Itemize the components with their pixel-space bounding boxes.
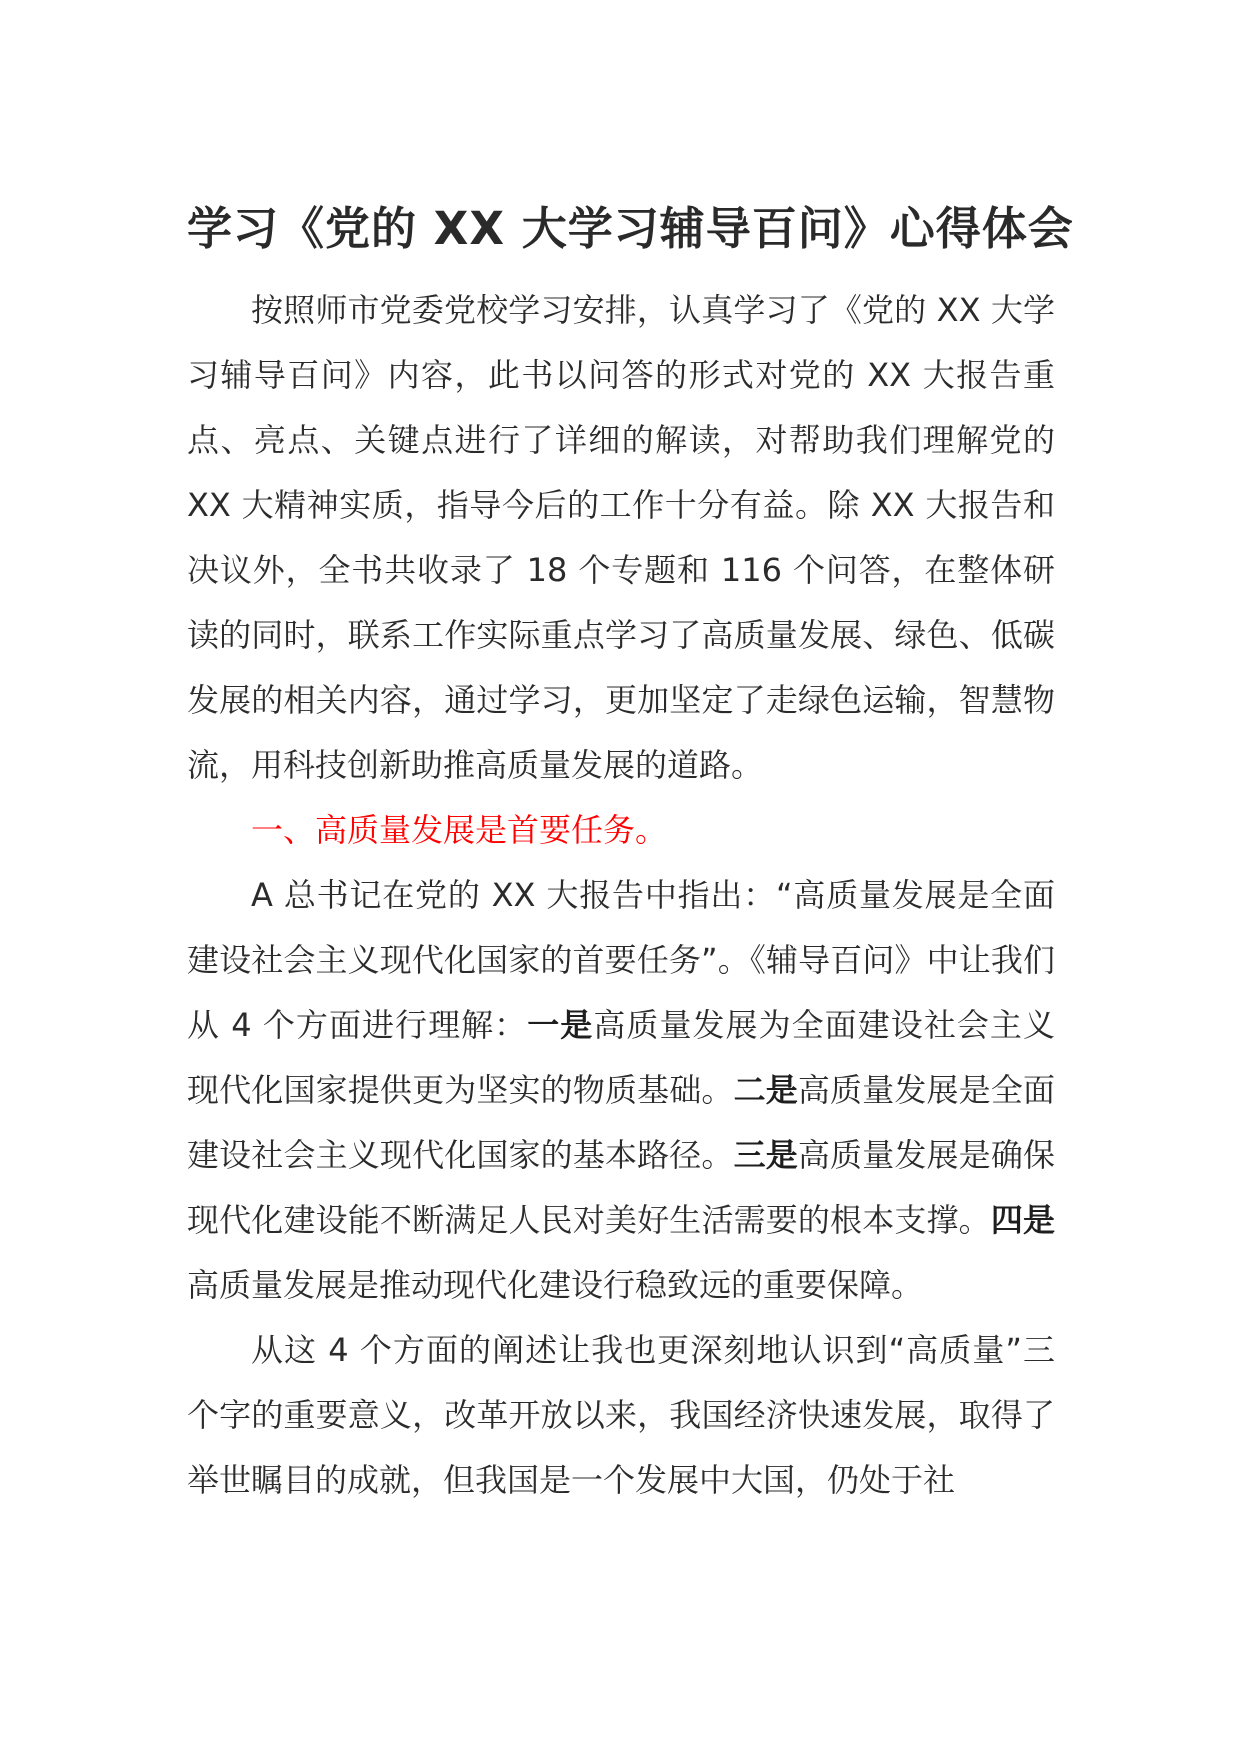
point-label-1: 一是 (527, 1006, 594, 1044)
point-label-2: 二是 (733, 1071, 798, 1109)
section-paragraph-four-aspects (187, 863, 1055, 1318)
point-label-3: 三是 (733, 1136, 798, 1174)
point-text-4: 高质量发展是推动现代化建设行稳致远的重要保障。 (187, 1266, 924, 1304)
section-heading-high-quality-development: 一、高质量发展是首要任务。 (251, 811, 668, 849)
point-text-1: 高质量发展为全面建设社会主义现代化国家提供更为坚实的物质基础。 (187, 1006, 1055, 1109)
document-title: 学习《党的 XX 大学习辅导百问》心得体会 (187, 202, 1074, 255)
section-paragraph-reflection: 从这 4 个方面的阐述让我也更深刻地认识到“高质量”三个字的重要意义，改革开放以来，我国经济快速发展，取得了举世瞩目的成就，但我国是一个发展中大国，仍处于社 (187, 1331, 1055, 1499)
paragraph-lead-text: A 总书记在党的 XX 大报告中指出：“高质量发展是全面建设社会主义现代化国家的首要任务”。《辅导百问》中让我们从 4 个方面进行理解： (187, 876, 1055, 1044)
intro-paragraph: 按照师市党委党校学习安排，认真学习了《党的 XX 大学习辅导百问》内容，此书以问答的形式对党的 XX 大报告重点、亮点、关键点进行了详细的解读，对帮助我们理解党的 XX 大精神实质，指导今后的工作十分有益。除 XX 大报告和决议外，全书共收录了 18 个专题和 116 个问答，在整体研读的同时，联系工作实际重点学习了高质量发展、绿色、低碳发展的相关内容，通过学习，更加坚定了走绿色运输，智慧物流，用科技创新助推高质量发展的道路。 (187, 291, 1055, 784)
document-body (187, 196, 1074, 1513)
point-text-2: 高质量发展是全面建设社会主义现代化国家的基本路径。 (187, 1071, 1055, 1174)
point-label-4: 四是 (990, 1201, 1055, 1239)
point-text-3: 高质量发展是确保现代化建设能不断满足人民对美好生活需要的根本支撑。 (187, 1136, 1055, 1239)
